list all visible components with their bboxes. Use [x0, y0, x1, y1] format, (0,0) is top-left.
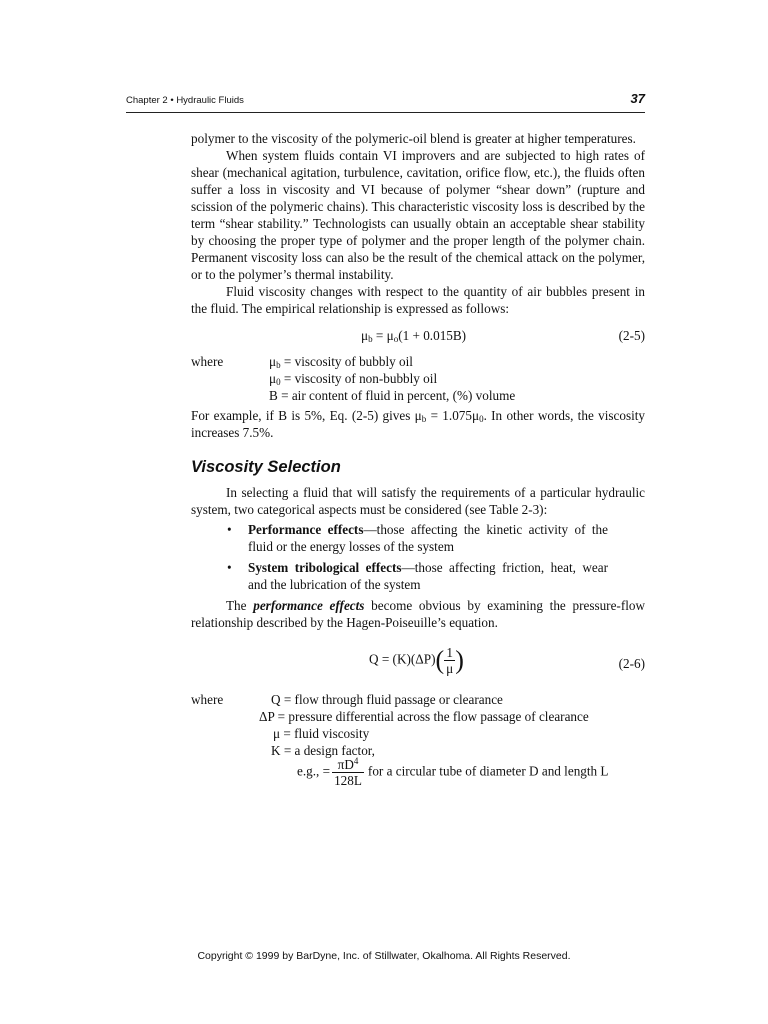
where-item-b: B = air content of fluid in percent, (%) volume [269, 388, 516, 403]
equation-2-6 [191, 639, 645, 685]
where-label: where [191, 354, 224, 369]
bullet-item-performance: • Performance effects—those affecting the kinetic activity of the fluid or the energy losses of the system [227, 522, 608, 554]
section-intro: In selecting a fluid that will satisfy the requirements of a particular hydraulic system, two categorical aspects must be considered (see Table 2-3): [191, 485, 645, 517]
equation-2-5-body: $\mu_b = \mu_o(1 + 0.015B)$ [361, 328, 467, 344]
fraction-pi-d4-over-128l: $\frac{\pi D^4}{128L}$ [334, 756, 362, 788]
paragraph-1: polymer to the viscosity of the polymeric-oil blend is greater at higher temperatures. [191, 131, 636, 146]
design-factor-example: e.g., = $\frac{\pi D^4}{128L}$ for a circular tube of diameter D and length L [297, 756, 609, 788]
where-item-q: Q = flow through fluid passage or clearance [271, 692, 503, 707]
performance-paragraph: The performance effects become obvious by examining the pressure-flow relationship described by the Hagen-Poiseuille’s equation. [191, 598, 645, 630]
where-item-k: K = a design factor, [271, 743, 375, 758]
where-list-2-6 [191, 691, 645, 788]
where-list-2-5 [191, 353, 645, 404]
equation-2-6-number: (2-6) [618, 656, 645, 671]
copyright-footer: Copyright © 1999 by BarDyne, Inc. of Stillwater, Okalhoma. All Rights Reserved. [197, 950, 571, 962]
equation-2-5-number: (2-5) [618, 328, 645, 343]
running-header [126, 91, 645, 113]
page-number: 37 [630, 91, 645, 106]
where-label: where [191, 692, 224, 707]
where-item-mu: μ = fluid viscosity [273, 726, 370, 741]
bullet-dot: • [227, 522, 232, 537]
bullet-item-tribological: • System tribological effects—those affecting friction, heat, wear and the lubrication of the system [227, 560, 608, 592]
where-item-mu-0: $\mu_0$ = viscosity of non-bubbly oil [269, 371, 438, 387]
where-item-delta-p: ΔP = pressure differential across the flow passage of clearance [259, 709, 589, 724]
paragraph-2: When system fluids contain VI improvers and are subjected to high rates of shear (mechanical agitation, turbulence, cavitation, orifice flow, etc.), the fluids often suffer a loss in viscosity and VI because of polymer “shear down” (rupture and scission of the polymeric chains). This characteristic viscosity loss is described by the term “shear stability.” Technologists can usually obtain an acceptable shear stability by choosing the proper type of polymer and the proper length of the polymer chain. Permanent viscosity loss can also be the result of the chemical attack on the polymer, or to the polymer’s thermal instability. [191, 148, 645, 282]
bullet-dot: • [227, 560, 232, 575]
chapter-label: Chapter 2 • Hydraulic Fluids [126, 95, 244, 106]
where-item-mu-b: $\mu_b$ = viscosity of bubbly oil [269, 354, 413, 370]
example-paragraph: For example, if B is 5%, Eq. (2-5) gives $\mu_b = 1.075\mu_0$. In other words, the viscosity increases 7.5%. [191, 408, 645, 440]
equation-2-6-body: Q = (K)(ΔP)( $\frac{1}{\mu}$ ) [369, 645, 464, 676]
page-body [191, 130, 645, 788]
paragraph-3: Fluid viscosity changes with respect to the quantity of air bubbles present in the fluid. The empirical relationship is expressed as follows: [191, 284, 645, 316]
section-heading: Viscosity Selection [191, 458, 341, 476]
equation-2-5 [191, 323, 645, 349]
fraction-one-over-mu: $\frac{1}{\mu}$ [446, 645, 454, 676]
bullet-list [191, 521, 645, 593]
